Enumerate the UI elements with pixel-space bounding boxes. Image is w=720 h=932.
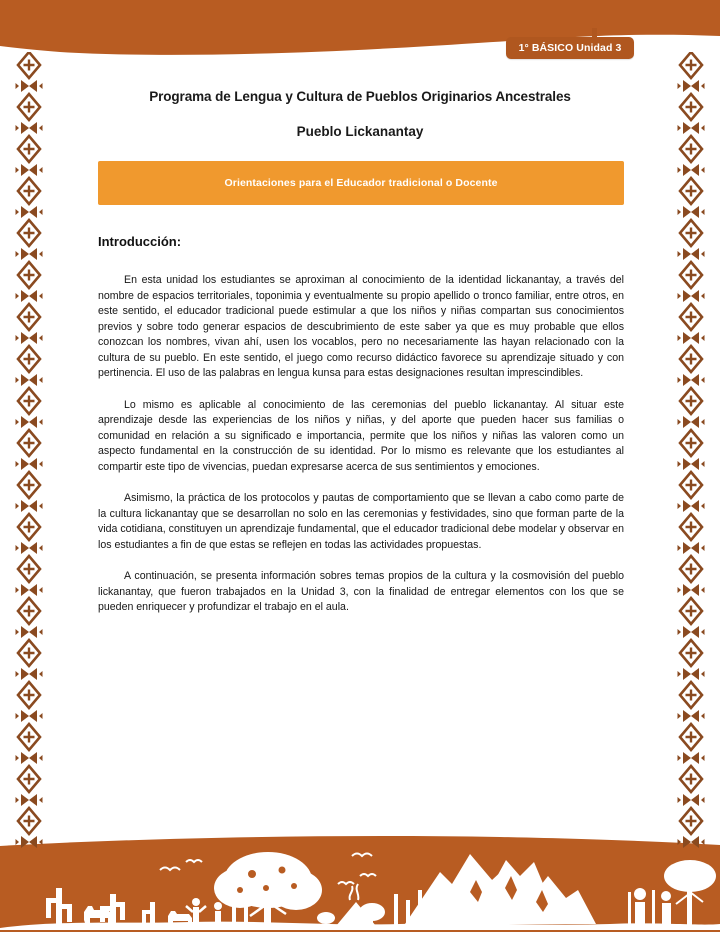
- orientation-banner: [98, 161, 624, 205]
- orientation-banner-label: Orientaciones para el Educador tradicional o Docente: [224, 177, 498, 189]
- page-subtitle: Pueblo Lickanantay: [296, 124, 424, 139]
- document-content: [50, 70, 670, 616]
- paragraph: Lo mismo es aplicable al conocimiento de las ceremonias del pueblo lickanantay. Al situar este aprendizaje desde las experiencias de los niños y niñas, y del aporte que pueden hacer sus familias o comunidad en relación a su significado e importancia, permite que los niños y niñas las valoren como un aspecto fundamental en la construcción de su identidad. Por lo mismo es relevante que los estudiantes al compartir este tipo de vivencias, puedan expresarse acerca de sus sentimientos y emociones.: [98, 398, 624, 473]
- left-decorative-border: [14, 52, 44, 857]
- paragraph: Asimismo, la práctica de los protocolos y pautas de comportamiento que se llevan a cabo como parte de la cultura lickanantay que se desarrollan no solo en las ceremonias y festividades, sino que forman parte de la vida cotidiana, constituyen un aprendizaje fundamental, que el educador tradicional debe modelar y observar en los estudiantes a fin de que estas se reflejen en todas las actividades propuestas.: [98, 492, 624, 551]
- unit-badge-label: 1° BÁSICO Unidad 3: [518, 42, 622, 54]
- page-title: Programa de Lengua y Cultura de Pueblos Originarios Ancestrales: [149, 89, 571, 104]
- paragraph: A continuación, se presenta información sobres temas propios de la cultura y la cosmovisión del pueblo lickanantay, que fueron trabajados en la Unidad 3, con la finalidad de entregar elementos con los que se pueden enriquecer y profundizar el trabajo en el aula.: [98, 570, 624, 613]
- paragraph: En esta unidad los estudiantes se aproximan al conocimiento de la identidad lickanantay, a través del nombre de espacios territoriales, toponimia y eventualmente su propio apellido o tronco familiar, entre otros, en este sentido, el educador tradicional puede estimular a que los niños y niñas compartan sus conocimientos previos y sobre todo generar espacios de descubrimiento de este saber ya que es muy probable que ellos conozcan los nombres, vivan ahí, usen los vocablos, pero no necesariamente las hayan relacionado con la cultura de su pueblo. En este sentido, el juego como recurso didáctico favorece su aprendizaje situado y con pertinencia. El uso de las palabras en lengua kunsa para estas designaciones resultan imprescindibles.: [98, 274, 624, 379]
- header-band: [0, 0, 720, 70]
- introduction-body: [98, 273, 624, 616]
- right-decorative-border: [676, 52, 706, 857]
- section-heading-introduccion: Introducción:: [98, 234, 182, 249]
- unit-badge: [506, 37, 634, 59]
- footer-landscape-illustration: [0, 832, 720, 932]
